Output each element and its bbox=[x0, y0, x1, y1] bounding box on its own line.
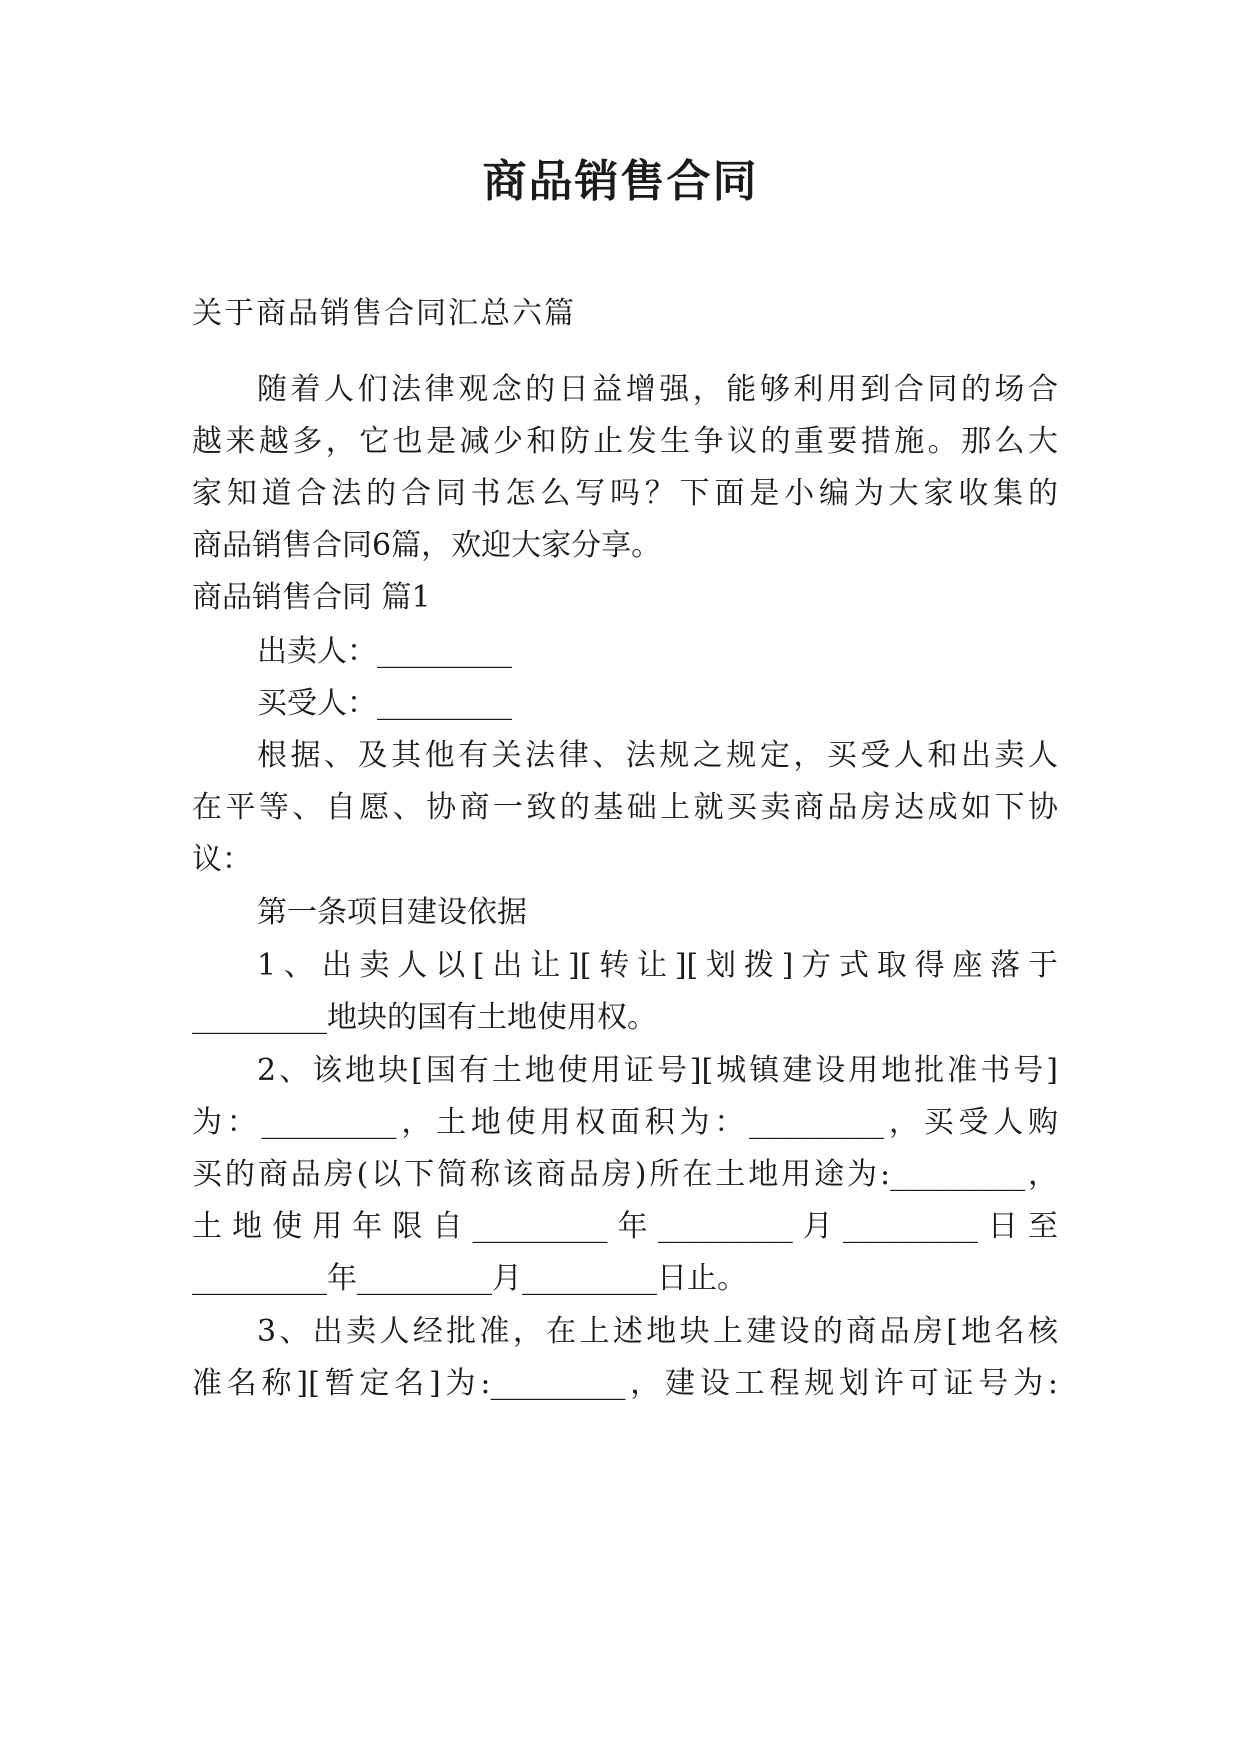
article-heading: 第一条项目建设依据 bbox=[257, 895, 527, 930]
paragraph-line: 1、出卖人以[出让][转让][划拨]方式取得座落于 bbox=[257, 948, 1058, 983]
seller-line: 出卖人：_________ bbox=[257, 634, 512, 669]
paragraph-line: 随着人们法律观念的日益增强，能够利用到合同的场合 bbox=[257, 372, 1058, 407]
paragraph-line: 准名称][暂定名]为:_________，建设工程规划许可证号为: bbox=[192, 1366, 1058, 1401]
buyer-line: 买受人：_________ bbox=[257, 686, 512, 721]
document-title: 商品销售合同 bbox=[482, 156, 759, 207]
paragraph-line: 议： bbox=[192, 842, 252, 877]
paragraph-line: 家知道合法的合同书怎么写吗？下面是小编为大家收集的 bbox=[192, 476, 1058, 511]
section-heading: 商品销售合同 篇1 bbox=[192, 580, 431, 615]
paragraph-line: 买的商品房(以下简称该商品房)所在土地用途为:_________， bbox=[192, 1157, 1058, 1192]
paragraph-line: 商品销售合同6篇，欢迎大家分享。 bbox=[192, 528, 662, 563]
paragraph-line: 2、该地块[国有土地使用证号][城镇建设用地批准书号] bbox=[257, 1053, 1058, 1088]
paragraph-line: 越来越多，它也是减少和防止发生争议的重要措施。那么大 bbox=[192, 424, 1058, 459]
paragraph-line: 3、出卖人经批准，在上述地块上建设的商品房[地名核 bbox=[257, 1314, 1058, 1349]
paragraph-line: _________年_________月_________日止。 bbox=[192, 1261, 747, 1296]
paragraph-line: 根据、及其他有关法律、法规之规定，买受人和出卖人 bbox=[257, 738, 1058, 773]
paragraph-line: 为：_________，土地使用权面积为：_________，买受人购 bbox=[192, 1105, 1058, 1140]
paragraph-line: _________地块的国有土地使用权。 bbox=[192, 1000, 657, 1035]
paragraph-line: 在平等、自愿、协商一致的基础上就买卖商品房达成如下协 bbox=[192, 790, 1058, 825]
document-subtitle: 关于商品销售合同汇总六篇 bbox=[192, 296, 576, 331]
paragraph-line: 土地使用年限自_________年_________月_________日至 bbox=[192, 1209, 1058, 1244]
